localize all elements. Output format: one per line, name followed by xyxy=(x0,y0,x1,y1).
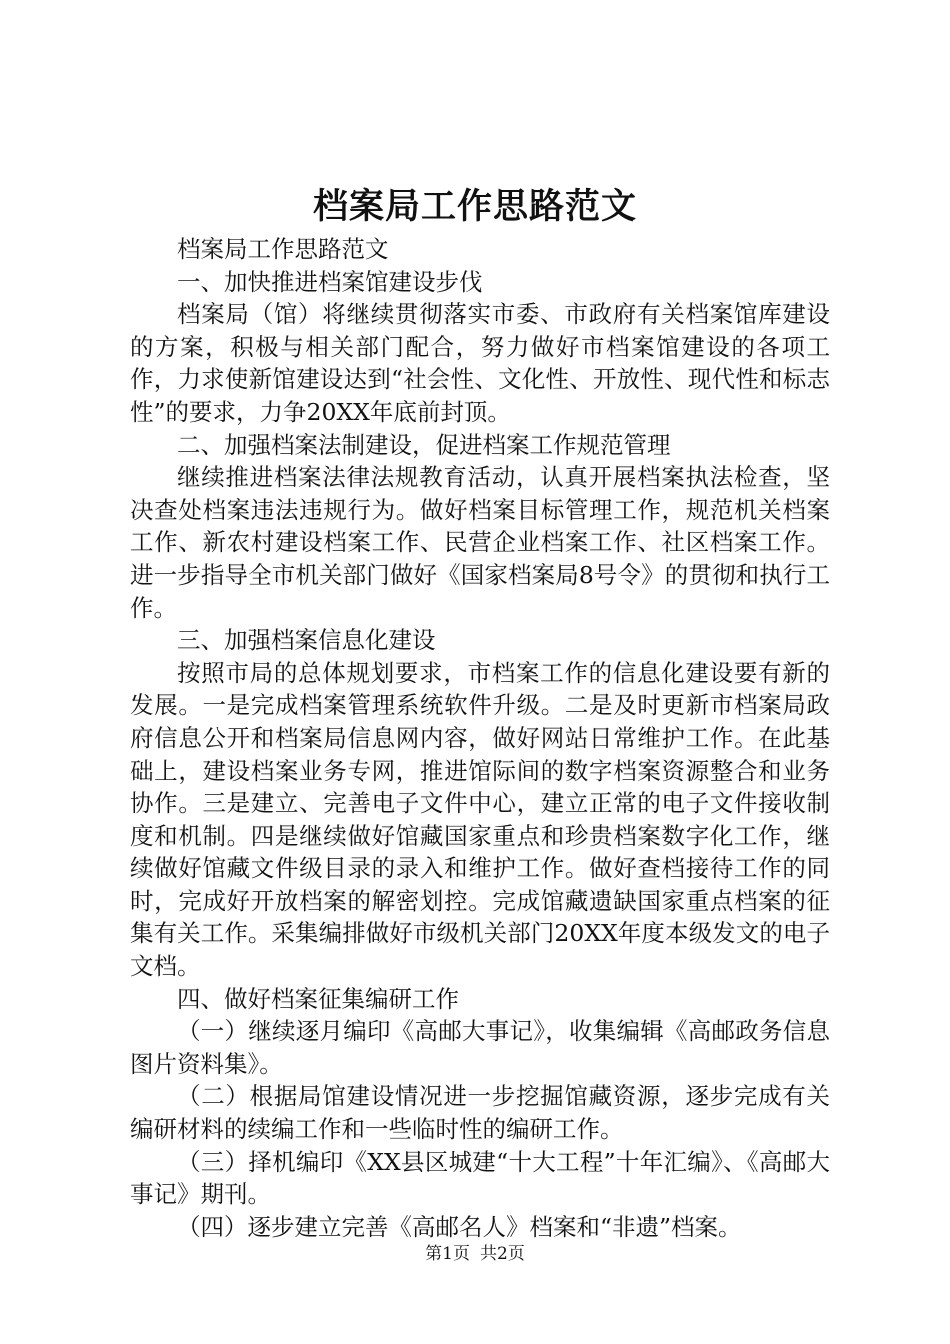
document-body xyxy=(130,233,830,1243)
list-item: （二）根据局馆建设情况进一步挖掘馆藏资源，逐步完成有关编研材料的续编工作和一些临时性的编研工作。 xyxy=(130,1082,830,1144)
list-item: （三）择机编印《XX县区城建“十大工程”十年汇编》、《高邮大事记》期刊。 xyxy=(130,1147,830,1209)
page-number: 第1页 xyxy=(425,1244,470,1264)
list-item: （四）逐步建立完善《高邮名人》档案和“非遗”档案。 xyxy=(177,1212,742,1241)
page-total: 共2页 xyxy=(480,1244,525,1264)
paragraph: 档案局（馆）将继续贯彻落实市委、市政府有关档案馆库建设的方案，积极与相关部门配合，努力做好市档案馆建设的各项工作，力求使新馆建设达到“社会性、文化性、开放性、现代性和标志性”的要求，力争20XX年底前封顶。 xyxy=(130,300,830,426)
list-item: （一）继续逐月编印《高邮大事记》，收集编辑《高邮政务信息图片资料集》。 xyxy=(130,1017,830,1078)
paragraph: 继续推进档案法律法规教育活动，认真开展档案执法检查，坚决查处档案违法违规行为。做好档案目标管理工作，规范机关档案工作、新农村建设档案工作、民营企业档案工作、社区档案工作。进一步指导全市机关部门做好《国家档案局8号令》的贯彻和执行工作。 xyxy=(130,463,830,622)
page-footer xyxy=(0,1242,950,1266)
section-heading-2: 二、加强档案法制建设，促进档案工作规范管理 xyxy=(177,430,671,459)
paragraph: 按照市局的总体规划要求，市档案工作的信息化建设要有新的发展。一是完成档案管理系统软件升级。二是及时更新市档案局政府信息公开和档案局信息网内容，做好网站日常维护工作。在此基础上，建设档案业务专网，推进馆际间的数字档案资源整合和业务协作。三是建立、完善电子文件中心，建立正常的电子文件接收制度和机制。四是继续做好馆藏国家重点和珍贵档案数字化工作，继续做好馆藏文件级目录的录入和维护工作。做好查档接待工作的同时，完成好开放档案的解密划控。完成馆藏遗缺国家重点档案的征集有关工作。采集编排做好市级机关部门20XX年度本级发文的电子文档。 xyxy=(130,658,830,981)
section-heading-3: 三、加强档案信息化建设 xyxy=(177,626,436,655)
section-heading-4: 四、做好档案征集编研工作 xyxy=(177,984,459,1013)
section-heading-1: 一、加快推进档案馆建设步伐 xyxy=(177,267,483,296)
paragraph-subtitle: 档案局工作思路范文 xyxy=(177,235,389,263)
document-title: 档案局工作思路范文 xyxy=(312,186,637,227)
